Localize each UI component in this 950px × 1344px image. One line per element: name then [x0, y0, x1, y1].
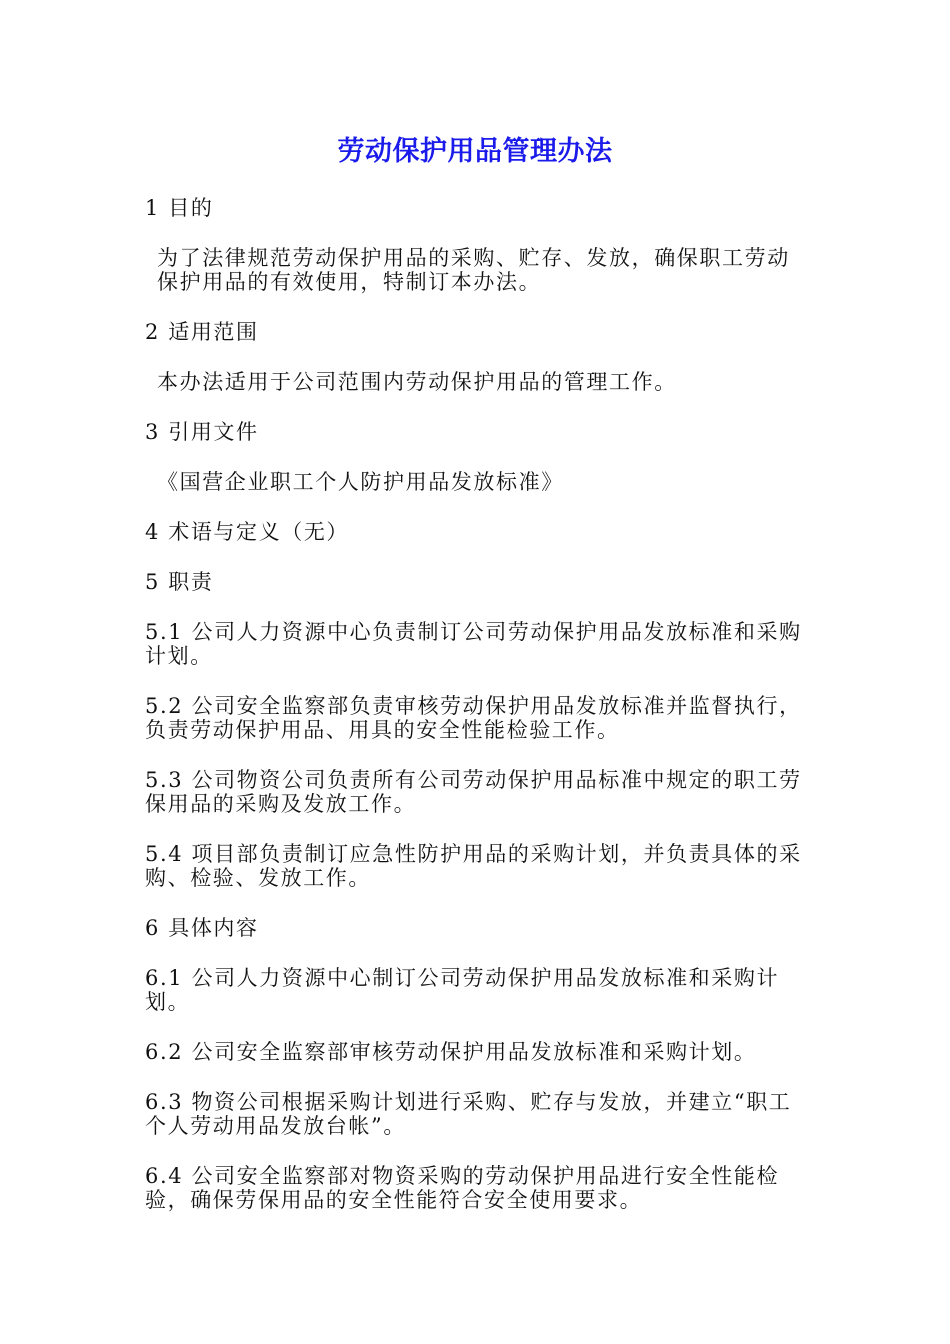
paragraph-content-6-2: 6.2 公司安全监察部审核劳动保护用品发放标准和采购计划。 [145, 1040, 757, 1064]
section-heading-terms: 4 术语与定义（无） [145, 520, 350, 544]
section-heading-content: 6 具体内容 [145, 916, 259, 940]
section-heading-purpose: 1 目的 [145, 196, 214, 220]
paragraph-content-6-4: 6.4 公司安全监察部对物资采购的劳动保护用品进行安全性能检验，确保劳保用品的安全性能符合安全使用要求。 [145, 1164, 780, 1212]
section-heading-scope: 2 适用范围 [145, 320, 259, 344]
paragraph-duty-5-4: 5.4 项目部负责制订应急性防护用品的采购计划，并负责具体的采购、检验、发放工作。 [145, 842, 802, 890]
paragraph-purpose: 为了法律规范劳动保护用品的采购、贮存、发放，确保职工劳动保护用品的有效使用，特制订本办法。 [157, 246, 790, 294]
document-body [145, 196, 810, 1238]
document-title: 劳动保护用品管理办法 [337, 136, 613, 167]
section-heading-references: 3 引用文件 [145, 420, 259, 444]
paragraph-scope: 本办法适用于公司范围内劳动保护用品的管理工作。 [157, 370, 677, 394]
paragraph-duty-5-3: 5.3 公司物资公司负责所有公司劳动保护用品标准中规定的职工劳保用品的采购及发放工作。 [145, 768, 802, 816]
paragraph-duty-5-1: 5.1 公司人力资源中心负责制订公司劳动保护用品发放标准和采购计划。 [145, 620, 802, 668]
paragraph-references: 《国营企业职工个人防护用品发放标准》 [157, 470, 564, 494]
section-heading-duties: 5 职责 [145, 570, 214, 594]
paragraph-content-6-1: 6.1 公司人力资源中心制订公司劳动保护用品发放标准和采购计划。 [145, 966, 780, 1014]
paragraph-duty-5-2: 5.2 公司安全监察部负责审核劳动保护用品发放标准并监督执行，负责劳动保护用品、用具的安全性能检验工作。 [145, 694, 802, 742]
paragraph-content-6-3: 6.3 物资公司根据采购计划进行采购、贮存与发放，并建立“职工个人劳动用品发放台帐”。 [145, 1090, 792, 1138]
